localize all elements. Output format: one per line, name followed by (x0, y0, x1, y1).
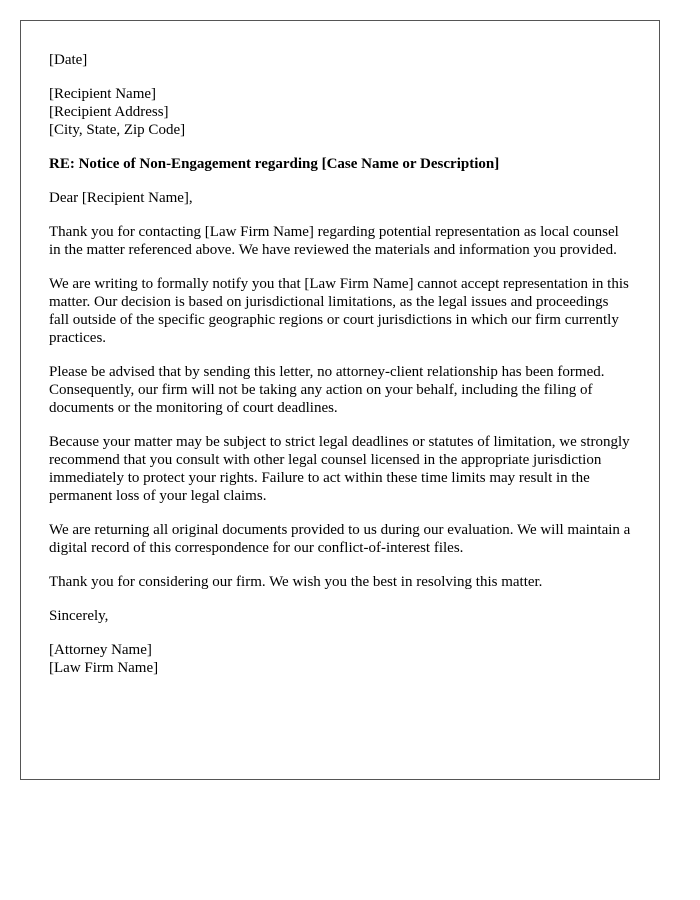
closing: Sincerely, (49, 608, 109, 624)
body-paragraph-5: We are returning all original documents provided to us during our evaluation. We will maintain a digital record of this correspondence for our conflict-of-interest files. (49, 522, 631, 556)
salutation: Dear [Recipient Name], (49, 190, 193, 206)
signature-block (49, 641, 631, 677)
date-line (49, 51, 631, 69)
body-paragraph-6: Thank you for considering our firm. We wish you the best in resolving this matter. (49, 574, 543, 590)
signature-firm-name: [Law Firm Name] (49, 660, 159, 676)
recipient-block (49, 85, 631, 139)
body-paragraph-3: Please be advised that by sending this letter, no attorney-client relationship has been formed. Consequently, our firm will not be taking any action on your behalf, including the filing of documents or the monitoring of court deadlines. (49, 364, 605, 416)
letter-page (20, 20, 660, 780)
signature-attorney-name: [Attorney Name] (49, 642, 152, 658)
body-paragraph-2: We are writing to formally notify you that [Law Firm Name] cannot accept representation in this matter. Our decision is based on jurisdictional limitations, as the legal issues and proceedings fall outside of the specific geographic regions or court jurisdictions in which our firm currently practices. (49, 276, 629, 346)
recipient-name: [Recipient Name] (49, 86, 157, 102)
recipient-city-state-zip: [City, State, Zip Code] (49, 122, 186, 138)
body-paragraph-1: Thank you for contacting [Law Firm Name] regarding potential representation as local counsel in the matter referenced above. We have reviewed the materials and information you provided. (49, 224, 619, 258)
subject-line: RE: Notice of Non-Engagement regarding [Case Name or Description] (49, 156, 500, 172)
body-paragraph-4: Because your matter may be subject to strict legal deadlines or statutes of limitation, we strongly recommend that you consult with other legal counsel licensed in the appropriate jurisdiction immediately to protect your rights. Failure to act within these time limits may result in the permanent loss of your legal claims. (49, 434, 630, 504)
recipient-address: [Recipient Address] (49, 104, 169, 120)
letter-date: [Date] (49, 52, 88, 68)
